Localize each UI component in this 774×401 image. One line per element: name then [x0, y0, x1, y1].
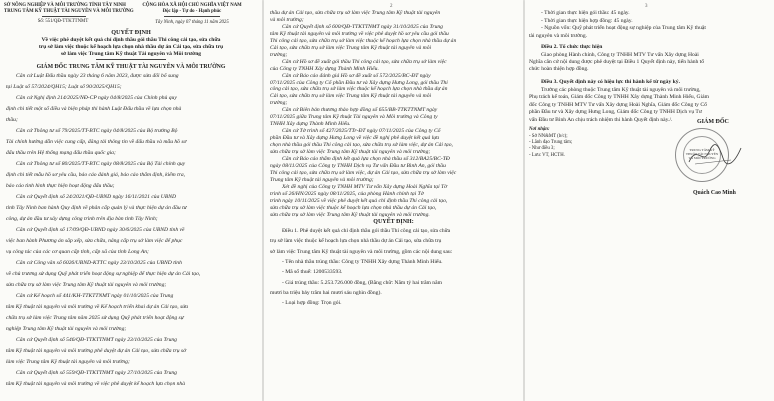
preamble-line: Thi công cải tạo, sửa chữa trụ sở làm việc thuộc kế hoạch lựa chọn nhà thầu dự án — [270, 37, 457, 44]
preamble-line: tâm Kỹ thuật tài nguyên và môi trường về việc phê duyệt hồ sơ yêu cầu gói thầu — [270, 30, 449, 37]
seal-inner-ring: TRUNG TÂM KỸ THUẬT TÀI NGUYÊN VÀ MÔI TRƯỜNG — [683, 136, 721, 174]
preamble-line: Căn cứ Báo cáo thẩm định kết quả lựa chọn nhà thầu số 312/BA25/BC-TĐ — [282, 155, 450, 162]
preamble-line: Căn cứ Quyết định số 24/2021/QĐ-UBND ngày 16/11/2021 của UBND — [16, 194, 177, 200]
country-motto: Độc lập - Tự do - Hạnh phúc — [162, 9, 222, 14]
issuing-authority: GIÁM ĐỐC TRUNG TÂM KỸ THUẬT TÀI NGUYÊN VÀ MÔI TRƯỜNG — [36, 64, 226, 70]
preamble-line: vụ công tác của các cơ quan cấp tỉnh, cấp xã của tỉnh Long An; — [6, 249, 149, 255]
preamble-line: công, dự án đầu tư xây dựng công trình trên địa bàn tỉnh Tây Ninh; — [6, 216, 158, 222]
preamble-line: tại Luật số 57/2024/QH15; Luật số 90/2025/QH15; — [6, 84, 122, 90]
preamble-line: tâm Kỹ thuật tài nguyên và môi trường về việc phê duyệt kế hoạch lựa chọn nhà — [6, 381, 186, 387]
preamble-line: Căn cứ Thông tư số 79/2025/TT-BTC ngày 04/8/2025 của Bộ trưởng Bộ — [16, 128, 178, 134]
preamble-line: định chi tiết một số điều và biện pháp thi hành Luật Đấu thầu về lựa chọn nhà — [6, 106, 182, 112]
article-1-line: sở làm việc Trung tâm Kỹ thuật tài nguyên và môi trường, gồm các nội dung sau: — [270, 248, 453, 255]
article-1-line: - Loại hợp đồng: Trọn gói. — [282, 300, 342, 307]
article-3-line: Phụ trách kế toán, Giám đốc Công ty TNHH Xây dựng Thành Minh Hiếu, Giám — [529, 94, 709, 101]
preamble-line: Căn cứ Tờ trình số 427/2025/TTr-ĐT ngày 07/11/2025 của Công ty Cổ — [282, 128, 441, 135]
header-rule-left — [42, 16, 86, 17]
signer-name: Quách Cao Minh — [693, 190, 736, 196]
article-1-line: trụ sở làm việc thuộc kế hoạch lựa chọn nhà thầu dự án Cải tạo, sửa chữa trụ — [270, 238, 442, 245]
preamble-line: 07/11/2025 của Công ty Cổ phần Đầu tư và Xây dựng Hưng Long, gói thầu Thi — [270, 79, 448, 86]
preamble-line: và môi trường; — [270, 16, 304, 23]
preamble-line: sửa chữa trụ sở làm việc Trung tâm Kỹ thuật tài nguyên và môi trường; — [6, 282, 167, 288]
preamble-line: của Công ty TNHH Xây dựng Thành Minh Hiếu. — [270, 65, 379, 72]
preamble-line: tâm Kỹ thuật tài nguyên và môi trường về Kế hoạch triển khai dự án Cải tạo, sửa — [6, 304, 189, 310]
place-date: Tây Ninh, ngày 07 tháng 11 năm 2025 — [155, 20, 229, 25]
preamble-line: chữa trụ sở làm việc Trung tâm năm 2025 sử dụng Quỹ phát triển hoạt động sự — [6, 315, 184, 321]
preamble-line: thầu; — [6, 117, 18, 123]
preamble-line: Căn cứ Quyết định số 17/09/QĐ-UBND ngày 30/6/2025 của UBND tỉnh về — [16, 227, 185, 233]
preamble-line: báo cáo tình hình thực hiện hoạt động đấu thầu; — [6, 183, 115, 189]
article-1-line: - Thời gian thực hiện hợp đồng: 45 ngày. — [541, 17, 633, 24]
preamble-line: thầu dự án Cải tạo, sửa chữa trụ sở làm việc Trung tâm Kỹ thuật tài nguyên — [270, 10, 441, 16]
preamble-line: Căn cứ Quyết định số 600/QĐ-TTKTTNMT ngày 31/10/2025 của Trung — [282, 23, 443, 30]
subject-line-1: Về việc phê duyệt kết quả chỉ định thầu gói thầu Thi công cải tạo, sửa chữa — [41, 37, 221, 43]
document-page-3 — [525, 0, 774, 401]
preamble-line: Căn cứ Quyết định số 559/QĐ-TTKTTNMT ngày 27/10/2025 của Trung — [16, 370, 177, 376]
preamble-line: Căn cứ Công văn số 6026/UBND-KTTC ngày 23/10/2025 của UBND tỉnh — [16, 260, 182, 266]
article-3-line: đốc Công ty TNHH MTV Tư vấn Xây dựng Hoài Nghĩa, Giám đốc Công ty Cổ — [529, 101, 707, 108]
article-2-title: Điều 2. Tổ chức thực hiện — [541, 44, 603, 50]
recipient-item: - Lưu: VT, HCTH. — [529, 152, 565, 158]
header-rule-right — [164, 16, 220, 17]
preamble-line: trình số 26/HN/2025 ngày 08/11/2025, của phòng Hành chính tại Tờ — [270, 190, 424, 197]
preamble-line: nghiệp Trung tâm Kỹ thuật tài nguyên và môi trường; — [6, 326, 127, 332]
preamble-line: Thi công cải tạo, sửa chữa trụ sở làm việc, dự án Cải tạo, sửa chữa trụ sở làm việc — [270, 169, 457, 176]
preamble-line: trường; — [270, 51, 288, 58]
decision-heading: QUYẾT ĐỊNH: — [373, 219, 414, 225]
preamble-line: phần Đầu tư và Xây dựng Hưng Long về việc đề nghị phê duyệt kết quả lựa — [270, 135, 440, 142]
preamble-line: Căn cứ Nghị định 214/2025/NĐ-CP ngày 04/8/2025 của Chính phủ quy — [16, 95, 177, 101]
page-number: 3 — [645, 4, 648, 9]
document-type: QUYẾT ĐỊNH — [111, 29, 151, 36]
article-1-line: - Tên nhà thầu trúng thầu: Công ty TNHH Xây dựng Thành Minh Hiếu. — [282, 258, 443, 265]
preamble-line: công cải tạo, sửa chữa trụ sở làm việc thuộc kế hoạch lựa chọn nhà thầu dự án — [270, 86, 448, 93]
preamble-line: Cải tạo, sửa chữa trụ sở làm việc Trung tâm Kỹ thuật tài nguyên và môi — [270, 44, 432, 51]
article-3-line: vấn Đầu tư Bình An chịu trách nhiệm thi hành Quyết định này./. — [529, 116, 673, 123]
preamble-line: đấu thầu trên Hệ thống mạng đấu thầu quốc gia; — [6, 150, 116, 156]
preamble-line: Căn cứ Biên bản thương thảo hợp đồng số 655/BB-TTKTTNMT ngày — [282, 107, 438, 114]
issuing-agency: TRUNG TÂM KỸ THUẬT TÀI NGUYÊN VÀ MÔI TRƯỜNG — [4, 9, 134, 14]
preamble-line: định chi tiết mẫu hồ sơ yêu cầu, báo cáo đánh giá, báo cáo thẩm định, kiểm tra, — [6, 172, 186, 178]
preamble-line: sửa chữa trụ sở làm việc Trung tâm Kỹ thuật tài nguyên và môi trường; — [270, 149, 431, 155]
article-1-line: - Thời gian thực hiện gói thầu: 45 ngày. — [541, 10, 630, 16]
subject-rule — [96, 59, 166, 60]
preamble-line: về chủ trương sử dụng Quỹ phát triển hoạt động sự nghiệp để thực hiện dự án Cải tạo, — [6, 271, 201, 277]
preamble-line: trường; — [270, 100, 288, 107]
preamble-line: chọn nhà thầu gói thầu Thi công cải tạo, sửa chữa trụ sở làm việc, dự án Cải tạo, — [270, 142, 453, 149]
article-2-line: Giao phòng Hành chính, Công ty TNHH MTV Tư vấn Xây dựng Hoài — [541, 52, 699, 58]
preamble-line: làm việc Trung tâm Kỹ thuật tài nguyên và môi trường; — [6, 359, 130, 365]
recipient-item: - Lãnh đạo Trung tâm; — [529, 140, 573, 146]
issuing-agency-parent: SỞ NÔNG NGHIỆP VÀ MÔI TRƯỜNG TỈNH TÂY NINH — [4, 3, 126, 8]
preamble-line: Căn cứ Báo cáo đánh giá Hồ sơ đề xuất số 572/2025/BC-ĐT ngày — [282, 72, 431, 79]
article-1-line: Điều 1. Phê duyệt kết quả chỉ định thầu gói thầu Thi công cải tạo, sửa chữa — [282, 228, 451, 234]
preamble-line: Căn cứ Hồ sơ đề xuất gói thầu Thi công cải tạo, sửa chữa trụ sở làm việc — [282, 58, 447, 65]
decision-number: Số: 551/QĐ-TTKTTNMT — [37, 19, 89, 24]
article-1-line: tài nguyên và môi trường. — [529, 32, 588, 39]
article-1-line: - Giá trúng thầu: 5.253.726.000 đồng, (Bằng chữ: Năm tỷ hai trăm năm — [282, 279, 442, 286]
preamble-line: Xét đề nghị của Công ty TNHH MTV Tư vấn Xây dựng Hoài Nghĩa tại Tờ — [282, 183, 448, 190]
preamble-line: Trung tâm Kỹ thuật tài nguyên và môi trường; — [270, 176, 374, 183]
article-2-line: Nghĩa căn cứ nội dung được phê duyệt tại Điều 1 Quyết định này, tiến hành tổ — [529, 59, 705, 66]
document-page-1 — [0, 0, 262, 401]
article-3-title: Điều 3. Quyết định này có hiệu lực thi hành kể từ ngày ký. — [541, 79, 680, 85]
preamble-line: tâm Kỹ thuật tài nguyên và môi trường phê duyệt dự án Cải tạo, sửa chữa trụ sở — [6, 348, 187, 354]
preamble-line: tỉnh Tây Ninh ban hành Quy định về phân cấp quản lý và thực hiện dự án đầu tư — [6, 205, 187, 211]
preamble-line: trình ngày 10/11/2025 về việc phê duyệt kết quả chỉ định thầu Thi công cải tạo, — [270, 197, 448, 204]
preamble-line: sửa chữa trụ sở làm việc Trung tâm Kỹ thuật tài nguyên và môi trường. — [270, 211, 430, 218]
subject-line-2: trụ sở làm việc thuộc kế hoạch lựa chọn nhà thầu dự án Cải tạo, sửa chữa trụ — [38, 44, 224, 50]
signature — [685, 140, 745, 170]
preamble-line: Căn cứ Quyết định số 546/QĐ-TTKTTNMT ngày 23/10/2025 của Trung — [16, 337, 177, 343]
article-1-line: - Nguồn vốn: Quỹ phát triển hoạt động sự nghiệp của Trung tâm Kỹ thuật — [541, 25, 706, 32]
document-page-2 — [264, 0, 523, 401]
signer-title: GIÁM ĐỐC — [697, 119, 729, 125]
preamble-line: Tài chính hướng dẫn việc cung cấp, đăng tải thông tin về đấu thầu và mẫu hồ sơ — [6, 139, 187, 145]
preamble-line: ngày 08/11/2025 của Công ty TNHH Dịch vụ Tư vấn Đầu tư Bình An, gói thầu — [270, 162, 446, 169]
article-1-line: mươi ba triệu bảy trăm hai mươi sáu nghìn đồng). — [270, 289, 382, 296]
article-3-line: phần Đầu tư và Xây dựng Hưng Long, Giám đốc Công ty TNHH Dịch vụ Tư — [529, 109, 702, 116]
recipient-item: - Sở NN&MT (b/c); — [529, 134, 568, 139]
preamble-line: 07/11/2025 giữa Trung tâm Kỹ thuật Tài nguyên và Môi trường và Công ty — [270, 114, 438, 121]
preamble-line: việc ban hành Phương án sắp xếp, sửa chữa, nâng cấp trụ sở làm việc để phục — [6, 238, 183, 244]
preamble-line: TNHH Xây dựng Thành Minh Hiếu. — [270, 121, 351, 128]
article-1-line: - Mã số thuế: 1200533593. — [282, 269, 343, 276]
subject-line-3: sở làm việc Trung tâm Kỹ thuật Tài nguyên và Môi trường — [60, 51, 202, 57]
article-2-line: chức hoàn thiện hợp đồng. — [529, 66, 589, 73]
recipients-title: Nơi nhận: — [529, 127, 550, 132]
preamble-line: Căn cứ Luật Đấu thầu ngày 23 tháng 6 năm 2023, được sửa đổi bổ sung — [16, 73, 179, 79]
preamble-line: Cải tạo, sửa chữa trụ sở làm việc Trung tâm Kỹ thuật tài nguyên và môi — [270, 93, 432, 100]
country-name: CỘNG HÒA XÃ HỘI CHỦ NGHĨA VIỆT NAM — [142, 3, 242, 8]
preamble-line: Căn cứ Thông tư số 80/2025/TT-BTC ngày 08/8/2025 của Bộ Tài chính quy — [16, 161, 186, 167]
page-number: 2 — [390, 4, 393, 9]
preamble-line: sửa chữa trụ sở làm việc thuộc kế hoạch lựa chọn nhà thầu dự án Cải tạo, — [270, 204, 437, 211]
recipient-item: - Như điều 3; — [529, 146, 555, 152]
article-3-line: Trưởng các phòng thuộc Trung tâm Kỹ thuật tài nguyên và môi trường, — [541, 87, 701, 93]
preamble-line: Căn cứ Kế hoạch số 441/KH-TTKTTNMT ngày 01/10/2025 của Trung — [16, 293, 174, 299]
